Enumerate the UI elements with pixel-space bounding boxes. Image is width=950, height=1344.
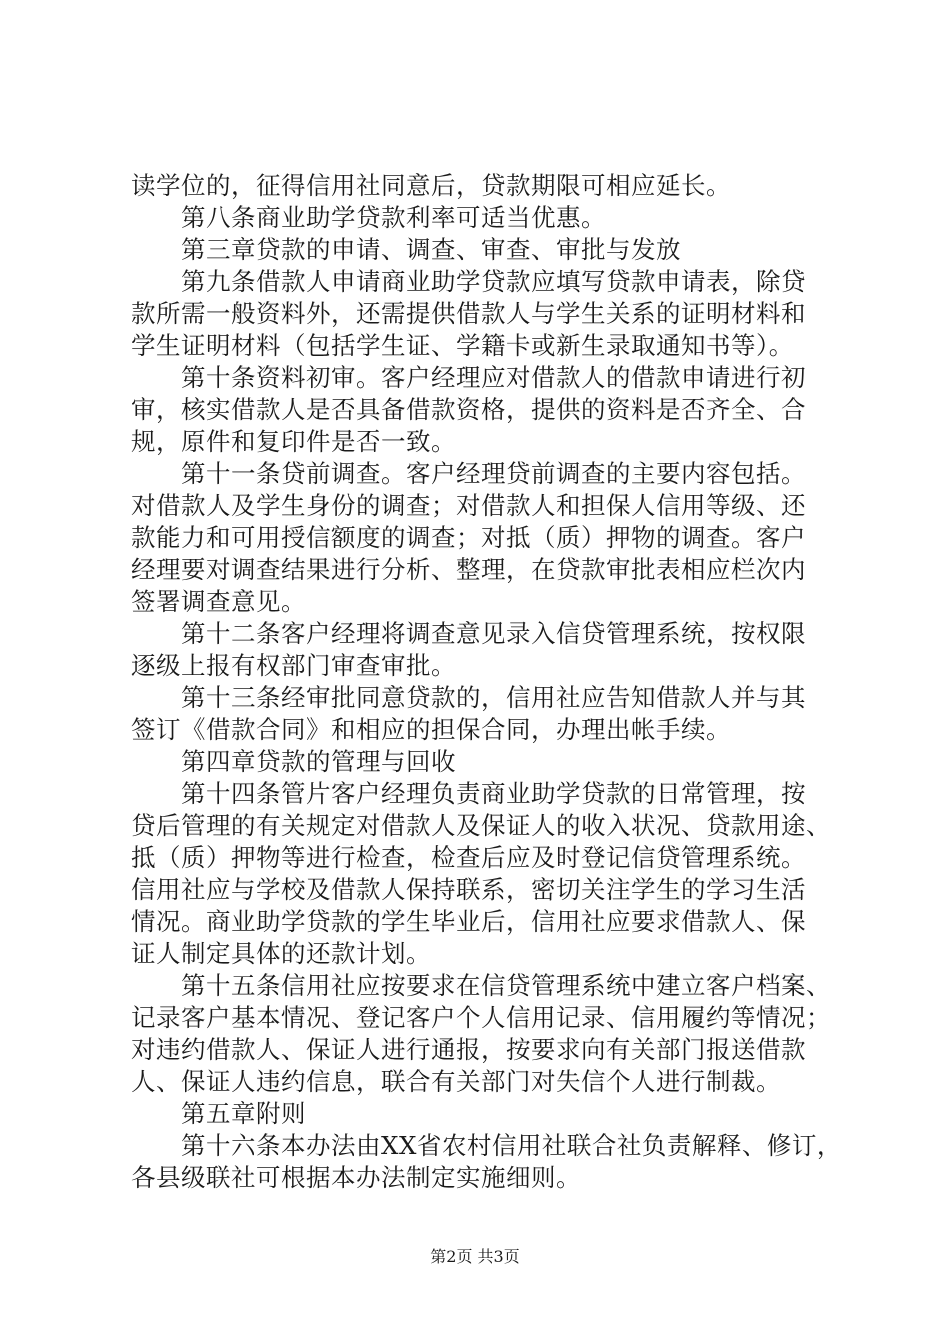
document-body <box>131 170 842 1194</box>
text-line: 第九条借款人申请商业助学贷款应填写贷款申请表，除贷 <box>131 267 806 296</box>
text-line: 第十一条贷前调查。客户经理贷前调查的主要内容包括。 <box>131 459 806 488</box>
text-line: 第十二条客户经理将调查意见录入信贷管理系统，按权限 <box>131 619 806 648</box>
text-line: 第十六条本办法由XX省农村信用社联合社负责解释、修订， <box>131 1131 842 1160</box>
text-line: 签署调查意见。 <box>131 587 306 616</box>
chapter-heading: 第五章附则 <box>131 1099 306 1128</box>
text-line: 款能力和可用授信额度的调查；对抵（质）押物的调查。客户 <box>131 523 806 552</box>
text-line: 读学位的，征得信用社同意后，贷款期限可相应延长。 <box>131 171 731 200</box>
text-line: 第十三条经审批同意贷款的，信用社应告知借款人并与其 <box>131 683 806 712</box>
text-line: 学生证明材料（包括学生证、学籍卡或新生录取通知书等）。 <box>131 331 794 360</box>
text-line: 规，原件和复印件是否一致。 <box>131 427 456 456</box>
chapter-heading: 第四章贷款的管理与回收 <box>131 747 456 776</box>
text-line: 情况。商业助学贷款的学生毕业后，信用社应要求借款人、保 <box>131 907 806 936</box>
text-line: 第十五条信用社应按要求在信贷管理系统中建立客户档案、 <box>131 971 831 1000</box>
text-line: 逐级上报有权部门审查审批。 <box>131 651 456 680</box>
text-line: 审，核实借款人是否具备借款资格，提供的资料是否齐全、合 <box>131 395 806 424</box>
text-line: 签订《借款合同》和相应的担保合同，办理出帐手续。 <box>131 715 731 744</box>
page-footer <box>0 1244 950 1267</box>
page-number-label: 第2页 共3页 <box>430 1247 520 1266</box>
text-line: 信用社应与学校及借款人保持联系，密切关注学生的学习生活 <box>131 875 806 904</box>
text-line: 第八条商业助学贷款利率可适当优惠。 <box>131 203 606 232</box>
text-line: 抵（质）押物等进行检查，检查后应及时登记信贷管理系统。 <box>131 843 806 872</box>
text-line: 证人制定具体的还款计划。 <box>131 939 431 968</box>
text-line: 记录客户基本情况、登记客户个人信用记录、信用履约等情况； <box>131 1003 831 1032</box>
text-line: 对违约借款人、保证人进行通报，按要求向有关部门报送借款 <box>131 1035 806 1064</box>
text-line: 款所需一般资料外，还需提供借款人与学生关系的证明材料和 <box>131 299 806 328</box>
text-line: 各县级联社可根据本办法制定实施细则。 <box>131 1163 581 1192</box>
text-line: 人、保证人违约信息，联合有关部门对失信个人进行制裁。 <box>131 1067 781 1096</box>
chapter-heading: 第三章贷款的申请、调查、审查、审批与发放 <box>131 235 681 264</box>
text-line: 第十条资料初审。客户经理应对借款人的借款申请进行初 <box>131 363 806 392</box>
text-line: 经理要对调查结果进行分析、整理，在贷款审批表相应栏次内 <box>131 555 806 584</box>
text-line: 第十四条管片客户经理负责商业助学贷款的日常管理，按 <box>131 779 806 808</box>
text-line: 贷后管理的有关规定对借款人及保证人的收入状况、贷款用途、 <box>131 811 831 840</box>
text-line: 对借款人及学生身份的调查；对借款人和担保人信用等级、还 <box>131 491 806 520</box>
